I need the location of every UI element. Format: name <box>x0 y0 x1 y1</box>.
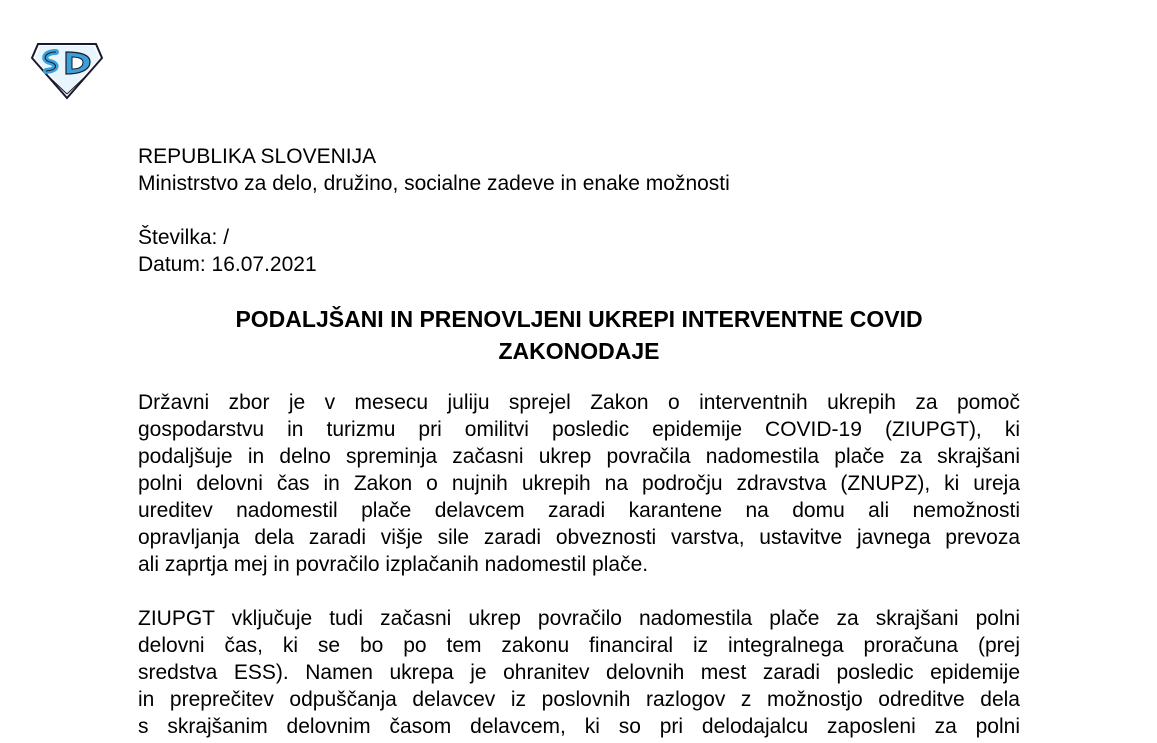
paragraph-line: delovni čas, ki se bo po tem zakonu financiral iz integralnega proračuna (prej <box>138 634 1020 657</box>
paragraph-line: sredstva ESS). Namen ukrepa je ohranitev delovnih mest zaradi posledic epidemije <box>138 661 1020 684</box>
title-line-1: PODALJŠANI IN PRENOVLJENI UKREPI INTERVENTNE COVID <box>235 306 923 332</box>
paragraph-line: polni delovni čas in Zakon o nujnih ukrepih na področju zdravstva (ZNUPZ), ki ureja <box>138 472 1020 495</box>
header-country: REPUBLIKA SLOVENIJA <box>138 145 377 168</box>
paragraph-line: podaljšuje in delno spreminja začasni ukrep povračila nadomestila plače za skrajšani <box>138 445 1020 468</box>
paragraph-2 <box>138 605 1020 740</box>
paragraph-line: ZIUPGT vključuje tudi začasni ukrep povračilo nadomestila plače za skrajšani polni <box>138 607 1020 630</box>
document-body <box>138 143 1020 743</box>
paragraph-line: in preprečitev odpuščanja delavcev iz poslovnih razlogov z možnostjo odreditve dela <box>138 688 1020 711</box>
paragraph-1 <box>138 389 1020 578</box>
header-date: Datum: 16.07.2021 <box>138 253 317 276</box>
header-number: Številka: / <box>138 226 230 249</box>
title-line-2: ZAKONODAJE <box>498 338 660 364</box>
sd-diamond-logo-icon <box>30 40 104 100</box>
spacer <box>138 197 1020 224</box>
paragraph-line: ureditev nadomestil plače delavcem zaradi karantene na domu ali nemožnosti <box>138 499 1020 522</box>
paragraph-line: s skrajšanim delovnim časom delavcem, ki so pri delodajalcu zaposleni za polni <box>138 715 1020 738</box>
paragraph-line: ali zaprtja mej in povračilo izplačanih nadomestil plače. <box>138 553 649 576</box>
paragraph-line: Državni zbor je v mesecu juliju sprejel Zakon o interventnih ukrepih za pomoč <box>138 391 1020 414</box>
paragraph-line: opravljanja dela zaradi višje sile zaradi obveznosti varstva, ustavitve javnega prevoza <box>138 526 1020 549</box>
paragraph-line: gospodarstvu in turizmu pri omilitvi posledic epidemije COVID-19 (ZIUPGT), ki <box>138 418 1020 441</box>
document-title <box>138 303 1020 367</box>
header-ministry: Ministrstvo za delo, družino, socialne zadeve in enake možnosti <box>138 172 730 195</box>
